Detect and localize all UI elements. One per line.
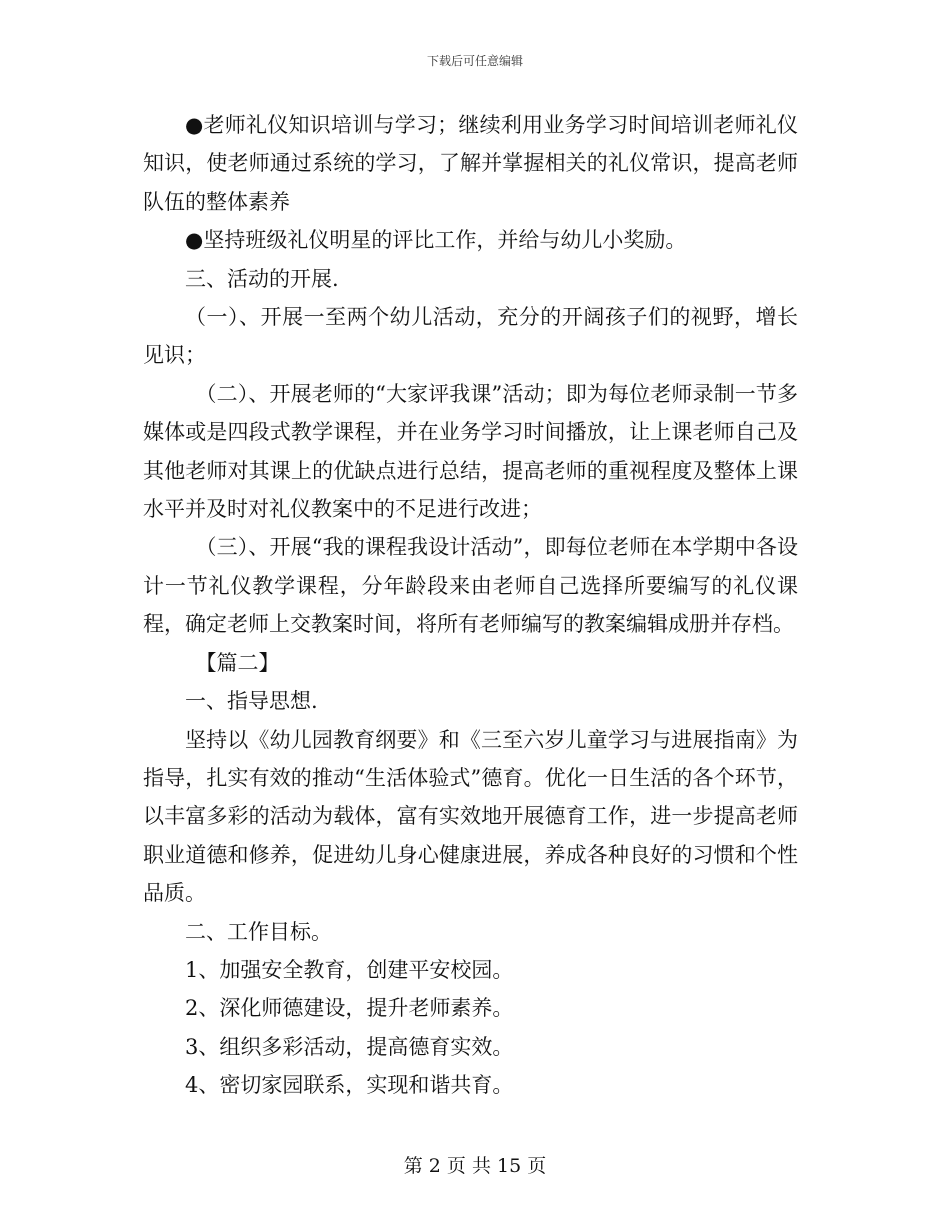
goal-item-3: 3、组织多彩活动，提高德育实效。 (185, 1034, 514, 1059)
page-number-footer: 第 2 页 共 15 页 (403, 1155, 547, 1177)
page-header: 下载后可任意编辑 (426, 54, 523, 68)
part-two-heading: 【篇二】 (195, 650, 280, 675)
paragraph-etiquette-star: ●坚持班级礼仪明星的评比工作，并给与幼儿小奖励。 (185, 228, 687, 253)
goal-item-2: 2、深化师德建设，提升老师素养。 (185, 996, 514, 1021)
section-heading-guiding-thought: 一、指导思想. (185, 689, 318, 714)
paragraph-activity-3: （三）、开展“我的课程我设计活动”，即每位老师在本学期中各设计一节礼仪教学课程，分年龄段来由老师自己选择所要编写的礼仪课程，确定老师上交教案时间，将所有老师编写的教案编辑成册并存档。 (143, 535, 798, 637)
goal-item-4: 4、密切家园联系，实现和谐共育。 (185, 1073, 514, 1098)
document-body (143, 106, 798, 1105)
section-heading-activities: 三、活动的开展. (185, 266, 339, 291)
paragraph-guiding-thought: 坚持以《幼儿园教育纲要》和《三至六岁儿童学习与进展指南》为指导，扎实有效的推动“生活体验式”德育。优化一日生活的各个环节，以丰富多彩的活动为载体，富有实效地开展德育工作，进一步提高老师职业道德和修养，促进幼儿身心健康进展，养成各种良好的习惯和个性品质。 (143, 727, 798, 906)
paragraph-activity-1: （一）、开展一至两个幼儿活动，充分的开阔孩子们的视野，增长见识； (143, 305, 798, 368)
paragraph-etiquette-training: ●老师礼仪知识培训与学习；继续利用业务学习时间培训老师礼仪知识，使老师通过系统的学习，了解并掌握相关的礼仪常识，提高老师队伍的整体素养 (143, 113, 798, 214)
paragraph-activity-2: （二）、开展老师的“大家评我课”活动；即为每位老师录制一节多媒体或是四段式教学课程，并在业务学习时间播放，让上课老师自己及其他老师对其课上的优缺点进行总结，提高老师的重视程度及整体上课水平并及时对礼仪教案中的不足进行改进； (143, 381, 798, 522)
goal-item-1: 1、加强安全教育，创建平安校园。 (185, 957, 514, 982)
section-heading-work-goals: 二、工作目标。 (185, 919, 332, 944)
